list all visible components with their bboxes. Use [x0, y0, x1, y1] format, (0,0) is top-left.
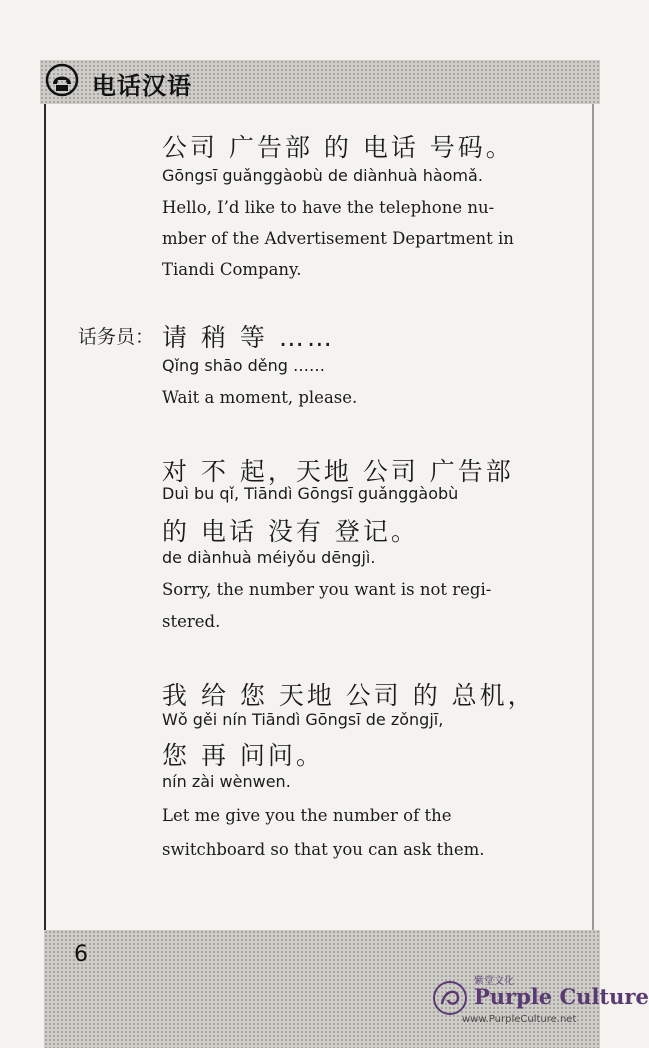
english-line: Tiandi Company. — [162, 260, 302, 279]
chinese-line: 的 电话 没有 登记。 — [162, 517, 419, 546]
chinese-line: 您 再 问问。 — [162, 741, 324, 770]
english-line: Wait a moment, please. — [162, 388, 358, 407]
chinese-line: 公司 广告部 的 电话 号码。 — [162, 133, 514, 162]
watermark — [432, 972, 649, 1036]
chinese-line: 请 稍 等 …… — [162, 323, 335, 352]
pinyin-line: de diànhuà méiyǒu dēngjì. — [162, 548, 376, 567]
chinese-line: 对 不 起，天地 公司 广告部 — [162, 457, 514, 486]
pinyin-line: Wǒ gěi nín Tiāndì Gōngsī de zǒngjī, — [162, 710, 444, 729]
pinyin-line: Gōngsī guǎnggàobù de diànhuà hàomǎ. — [162, 166, 483, 185]
chapter-title: 电话汉语 — [92, 72, 192, 100]
english-line: Hello, I’d like to have the telephone nu- — [162, 198, 495, 217]
pinyin-line: nín zài wènwen. — [162, 772, 291, 791]
watermark-name-cn: 紫堂文化 — [474, 976, 514, 987]
pinyin-line: Duì bu qǐ, Tiāndì Gōngsī guǎnggàobù — [162, 484, 459, 503]
english-line: Sorry, the number you want is not regi- — [162, 580, 492, 599]
pinyin-line: Qǐng shāo děng …… — [162, 356, 325, 375]
english-line: mber of the Advertisement Department in — [162, 229, 514, 248]
english-line: Let me give you the number of the — [162, 806, 452, 825]
speaker-label: 话务员： — [78, 326, 155, 348]
watermark-name-en: Purple Culture — [474, 984, 649, 1009]
chinese-line: 我 给 您 天地 公司 的 总机， — [162, 681, 536, 710]
page-number: 6 — [74, 942, 88, 967]
watermark-url: www.PurpleCulture.net — [462, 1014, 577, 1025]
telephone-icon — [44, 62, 80, 98]
frame-left-rule — [44, 104, 46, 930]
english-line: stered. — [162, 612, 221, 631]
english-line: switchboard so that you can ask them. — [162, 840, 485, 859]
frame-right-rule — [592, 104, 594, 930]
purple-culture-logo-icon — [432, 980, 468, 1016]
